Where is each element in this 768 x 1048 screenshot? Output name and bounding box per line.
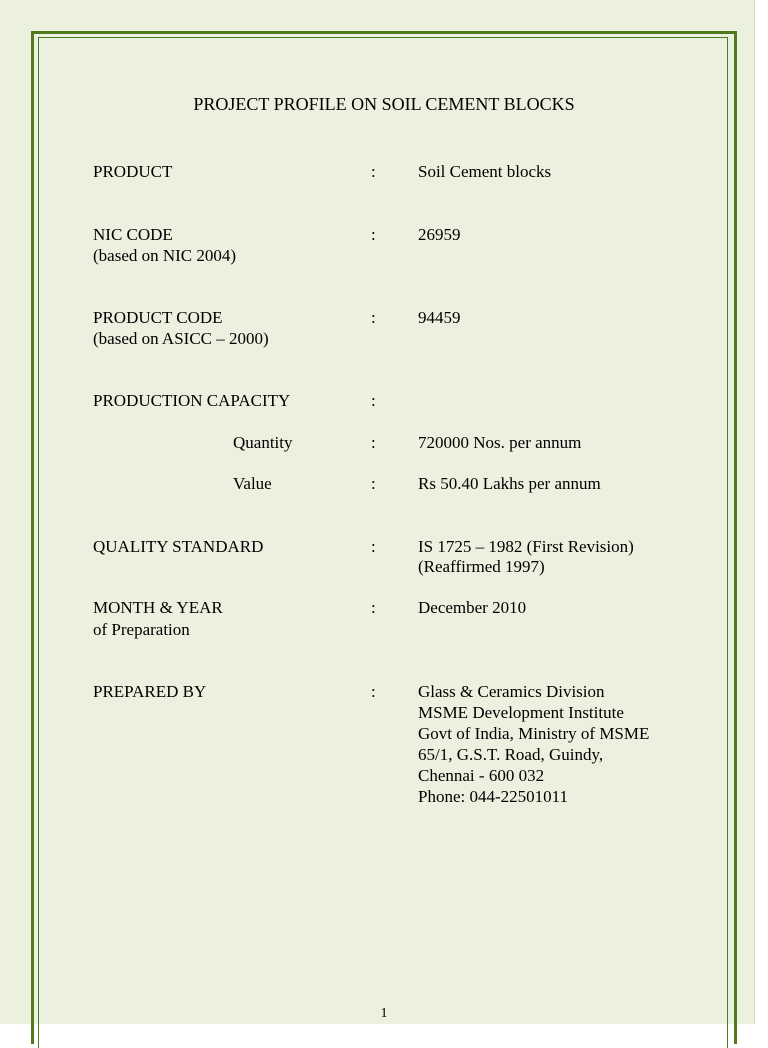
document-title: PROJECT PROFILE ON SOIL CEMENT BLOCKS	[193, 94, 575, 114]
month-year-colon: :	[371, 598, 376, 617]
product-colon: :	[371, 162, 376, 181]
product-code-value: 94459	[418, 308, 461, 327]
quality-standard-colon: :	[371, 537, 376, 556]
nic-code-label: NIC CODE	[93, 225, 173, 244]
nic-code-value: 26959	[418, 225, 461, 244]
quantity-colon: :	[371, 433, 376, 452]
prepared-by-line: Phone: 044-22501011	[418, 787, 569, 806]
product-code-colon: :	[371, 308, 376, 327]
month-year-label: MONTH & YEAR	[93, 598, 223, 617]
product-value: Soil Cement blocks	[418, 162, 552, 181]
prepared-by-line: Glass & Ceramics Division	[418, 682, 605, 701]
product-code-label: PRODUCT CODE	[93, 308, 223, 327]
prepared-by-colon: :	[371, 682, 376, 701]
prepared-by-line: Chennai - 600 032	[418, 766, 545, 785]
production-capacity-label: PRODUCTION CAPACITY	[93, 391, 291, 410]
nic-code-colon: :	[371, 225, 376, 244]
month-year-sublabel: of Preparation	[93, 620, 190, 639]
quality-standard-label: QUALITY STANDARD	[93, 537, 264, 556]
prepared-by-line: 65/1, G.S.T. Road, Guindy,	[418, 745, 604, 764]
product-code-sublabel: (based on ASICC – 2000)	[93, 329, 269, 348]
prepared-by-line: Govt of India, Ministry of MSME	[418, 724, 650, 743]
product-label: PRODUCT	[93, 162, 173, 181]
quantity-label: Quantity	[233, 433, 293, 452]
quality-standard-value-line2: (Reaffirmed 1997)	[418, 557, 545, 576]
production-capacity-colon: :	[371, 391, 376, 410]
value-colon: :	[371, 474, 376, 493]
month-year-value: December 2010	[418, 598, 527, 617]
prepared-by-line: MSME Development Institute	[418, 703, 624, 722]
prepared-by-label: PREPARED BY	[93, 682, 207, 701]
value-value: Rs 50.40 Lakhs per annum	[418, 474, 601, 493]
quantity-value: 720000 Nos. per annum	[418, 433, 582, 452]
quality-standard-value-line1: IS 1725 – 1982 (First Revision)	[418, 537, 634, 556]
value-label: Value	[233, 474, 272, 493]
nic-code-sublabel: (based on NIC 2004)	[93, 246, 237, 265]
page-number: 1	[380, 1006, 388, 1021]
